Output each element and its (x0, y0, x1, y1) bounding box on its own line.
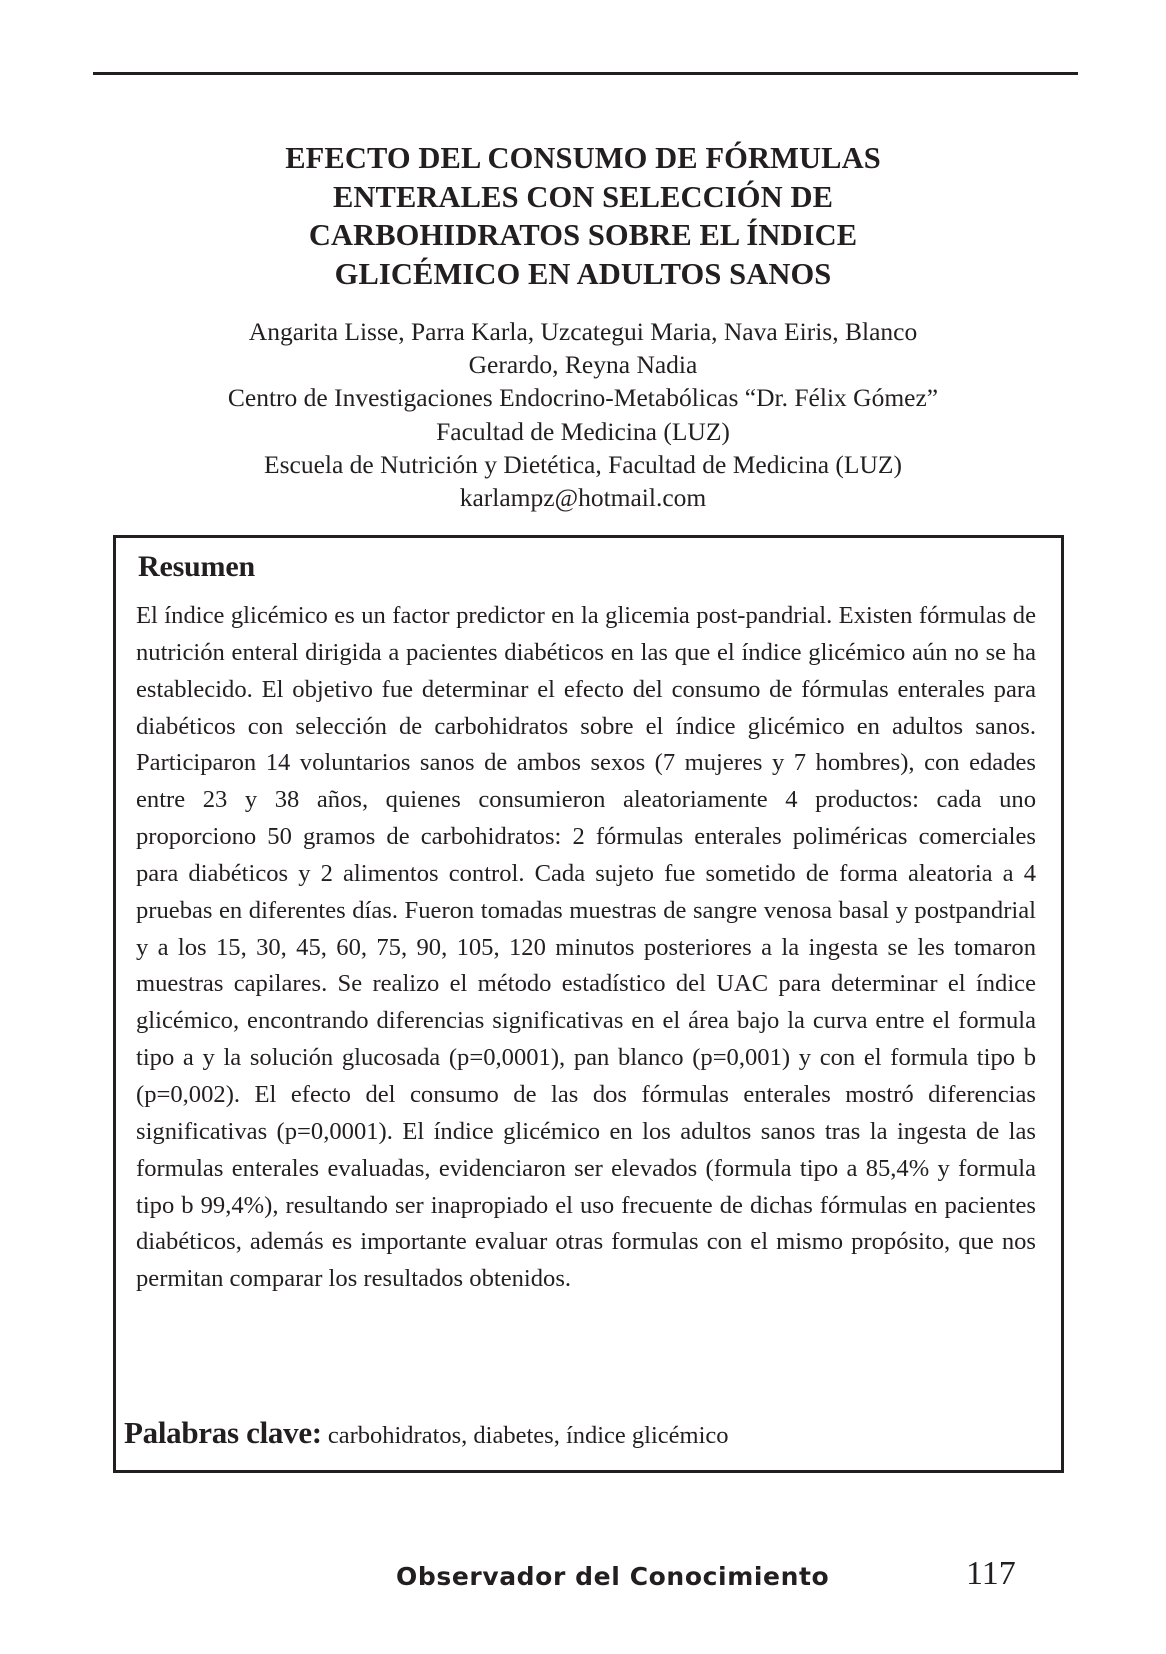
abstract-body (136, 598, 1036, 1298)
abstract-paragraph: El índice glicémico es un factor predictor en la glicemia post-pandrial. Existen fórmulas de nutrición enteral dirigida a pacientes diabéticos en las que el índice glicémico aún no se ha establecido. El objetivo fue determinar el efecto del consumo de fórmulas enterales para diabéticos con selección de carbohidratos sobre el índice glicémico en adultos sanos. Participaron 14 voluntarios sanos de ambos sexos (7 mujeres y 7 hombres), con edades entre 23 y 38 años, quienes consumieron aleatoriamente 4 productos: cada uno proporciono 50 gramos de carbohidratos: 2 fórmulas enterales poliméricas comerciales para diabéticos y 2 alimentos control. Cada sujeto fue sometido de forma aleatoria a 4 pruebas en diferentes días. Fueron tomadas muestras de sangre venosa basal y postpandrial y a los 15, 30, 45, 60, 75, 90, 105, 120 minutos posteriores a la ingesta se les tomaron muestras capilares. Se realizo el método estadístico del UAC para determinar el índice glicémico, encontrando diferencias significativas en el área bajo la curva entre el formula tipo a y la solución glucosada (p=0,0001), pan blanco (p=0,001) y con el formula tipo b (p=0,002). El efecto del consumo de las dos fórmulas enterales mostró diferencias significativas (p=0,0001). El índice glicémico en los adultos sanos tras la ingesta de las formulas enterales evaluadas, evidenciaron ser elevados (formula tipo a 85,4% y formula tipo b 99,4%), resultando ser inapropiado el uso frecuente de dichas fórmulas en pacientes diabéticos, además es importante evaluar otras formulas con el mismo propósito, que nos permitan comparar los resultados obtenidos. (136, 602, 1036, 1293)
title-line-2: ENTERALES CON SELECCIÓN DE (332, 179, 834, 214)
affiliation-school: Escuela de Nutrición y Dietética, Facultad de Medicina (LUZ) (264, 449, 902, 479)
affiliation-faculty: Facultad de Medicina (LUZ) (436, 416, 730, 446)
abstract-box (113, 535, 1064, 1473)
keywords-line (124, 1417, 1054, 1452)
title-line-4: GLICÉMICO EN ADULTOS SANOS (334, 256, 832, 291)
contact-email: karlampz@hotmail.com (459, 483, 707, 513)
footer-journal-name: Observador del Conocimiento (396, 1562, 830, 1591)
keywords-label: Palabras clave: (124, 1415, 322, 1450)
affiliation-center: Centro de Investigaciones Endocrino-Metabólicas “Dr. Félix Gómez” (227, 383, 939, 413)
footer-page-number: 117 (966, 1555, 1016, 1592)
title-line-1: EFECTO DEL CONSUMO DE FÓRMULAS (285, 141, 881, 175)
header-rule (93, 72, 1078, 75)
title-line-3: CARBOHIDRATOS SOBRE EL ÍNDICE (308, 218, 858, 252)
author-line-1: Angarita Lisse, Parra Karla, Uzcategui Maria, Nava Eiris, Blanco (248, 317, 918, 346)
keywords-list: carbohidratos, diabetes, índice glicémico (327, 1422, 729, 1449)
author-line-2: Gerardo, Reyna Nadia (468, 350, 698, 380)
author-affiliation-block (133, 315, 1033, 514)
page-title (183, 139, 983, 293)
abstract-heading: Resumen (138, 550, 255, 583)
